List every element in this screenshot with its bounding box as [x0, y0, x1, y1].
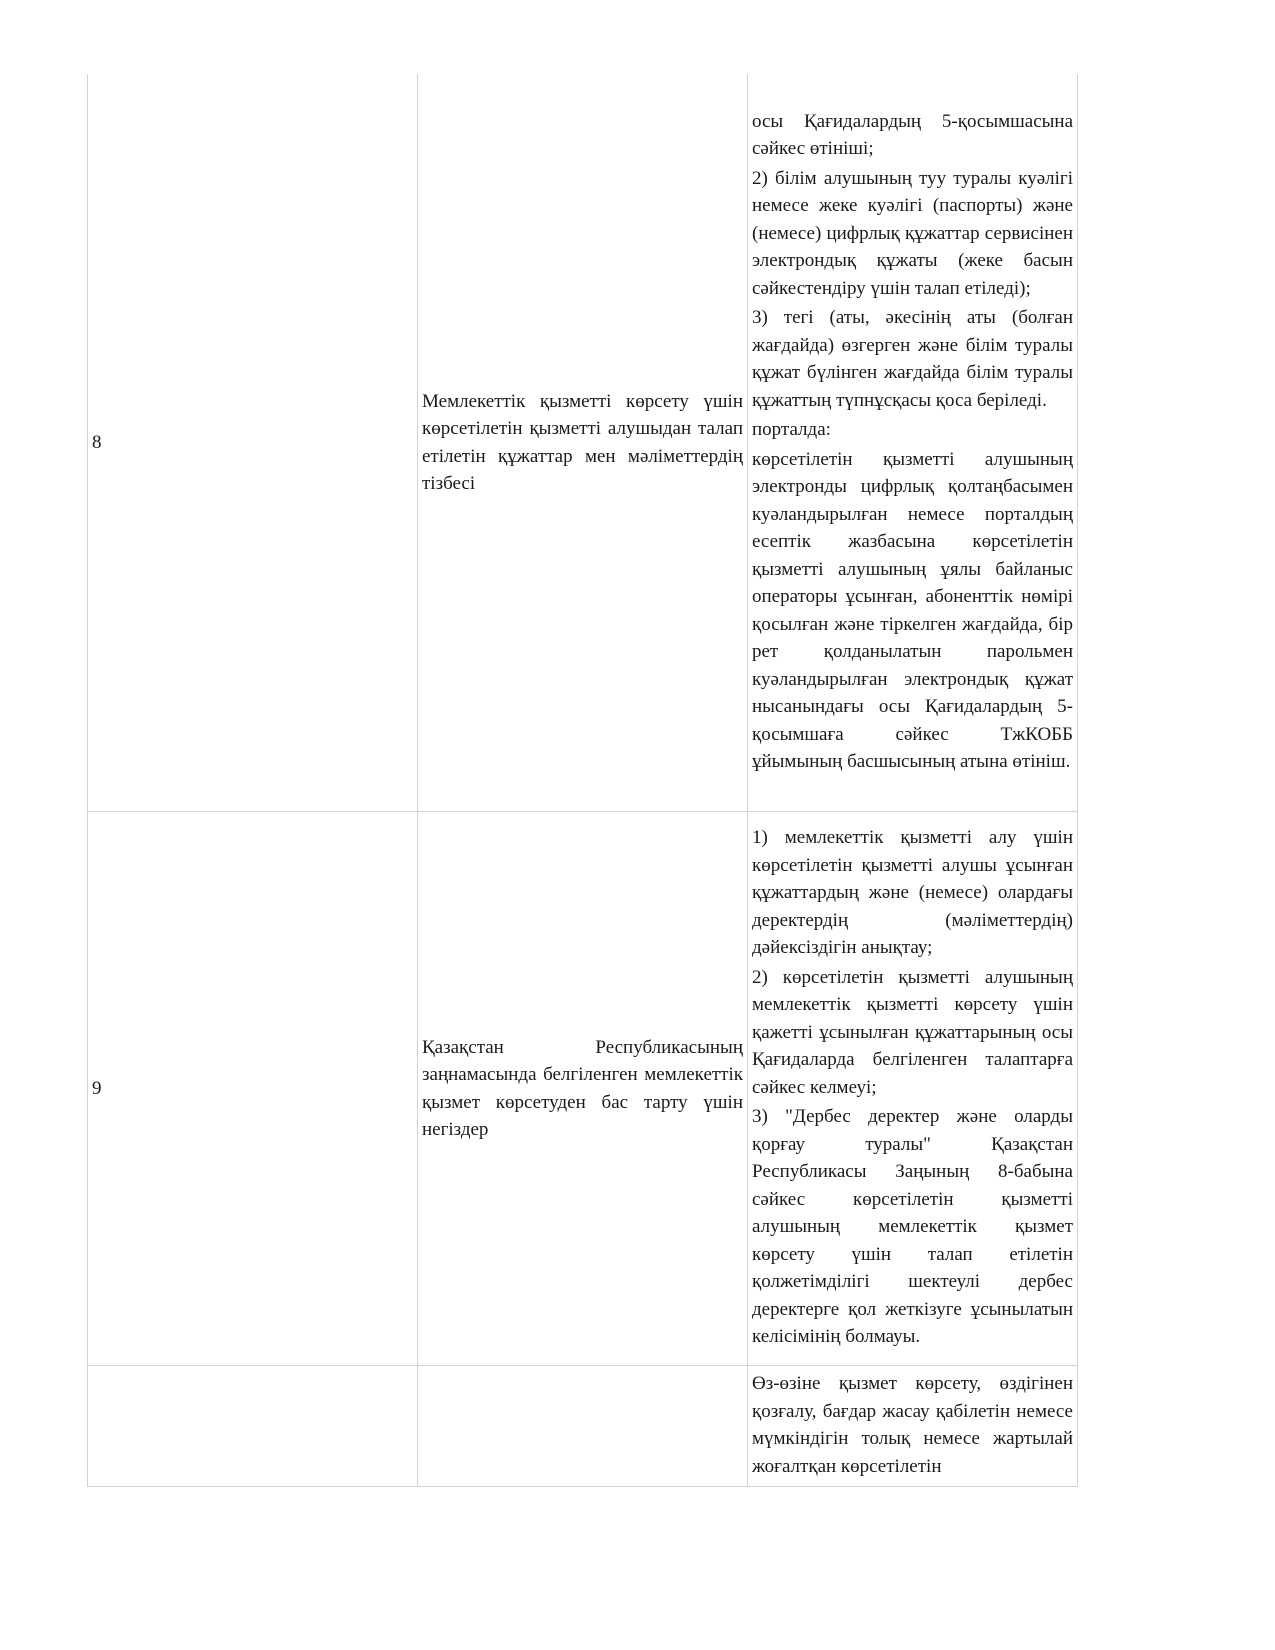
row-description-cell: [748, 74, 1078, 812]
table-row: [88, 74, 1078, 812]
description-paragraph: 2) білім алушының туу туралы куәлігі немесе жеке куәлігі (паспорты) және (немесе) цифрлық құжаттар сервисінен электрондық құжаты (жеке басын сәйкестендіру үшін талап етіледі);: [752, 167, 1073, 299]
row-description-cell: [748, 1366, 1078, 1487]
service-standard-table: [87, 74, 1078, 1487]
table-row: [88, 812, 1078, 1366]
description-paragraph: осы Қағидалардың 5-қосымшасына сәйкес өтініші;: [752, 110, 1073, 159]
row-description-cell: [748, 812, 1078, 1366]
description-paragraph: 3) "Дербес деректер және оларды қорғау туралы" Қазақстан Республикасы Заңының 8-бабына сәйкес көрсетілетін қызметті алушының мемлекеттік қызмет көрсету үшін талап етілетін қолжетімділігі шектеулі дербес деректерге қол жеткізуге ұсынылатын келісімінің болмауы.: [752, 1106, 1073, 1348]
description-paragraph: 1) мемлекеттік қызметті алу үшін көрсетілетін қызметті алушы ұсынған құжаттардың және (немесе) олардағы деректердің (мәліметтердің) дәйексіздігін анықтау;: [752, 827, 1073, 959]
description-paragraph: порталда:: [752, 419, 831, 440]
row-number-cell: 9: [88, 812, 418, 1366]
row-number-cell: 8: [88, 74, 418, 812]
description-paragraph: 2) көрсетілетін қызметті алушының мемлекеттік қызметті көрсету үшін қажетті ұсынылған құжаттарының осы Қағидаларда белгіленген талаптарға сәйкес келмеуі;: [752, 966, 1073, 1098]
row-name-cell: [418, 1366, 748, 1487]
description-paragraph: 3) тегі (аты, әкесінің аты (болған жағдайда) өзгерген және білім туралы құжат бүлінген жағдайда білім туралы құжаттың түпнұсқасы қоса беріледі.: [752, 307, 1073, 411]
description-paragraph: Өз-өзіне қызмет көрсету, өздігінен қозғалу, бағдар жасау қабілетін немесе мүмкіндігін толық немесе жартылай жоғалтқан көрсетілетін: [752, 1373, 1073, 1477]
row-name-cell: Қазақстан Республикасының заңнамасында белгіленген мемлекеттік қызмет көрсетуден бас тарту үшін негіздер: [418, 812, 748, 1366]
table-row: [88, 1366, 1078, 1487]
row-number-cell: [88, 1366, 418, 1487]
row-name-cell: Мемлекеттік қызметті көрсету үшін көрсетілетін қызметті алушыдан талап етілетін құжаттар мен мәліметтердің тізбесі: [418, 74, 748, 812]
description-paragraph: көрсетілетін қызметті алушының электронды цифрлық қолтаңбасымен куәландырылған немесе порталдың есептік жазбасына көрсетілетін қызметті алушының ұялы байланыс операторы ұсынған, абоненттік нөмірі қосылған және тіркелген жағдайда, бір рет қолданылатын парольмен куәландырылған электрондық құжат нысанындағы осы Қағидалардың 5-қосымшаға сәйкес ТжКОББ ұйымының басшысының атына өтініш.: [752, 448, 1073, 772]
